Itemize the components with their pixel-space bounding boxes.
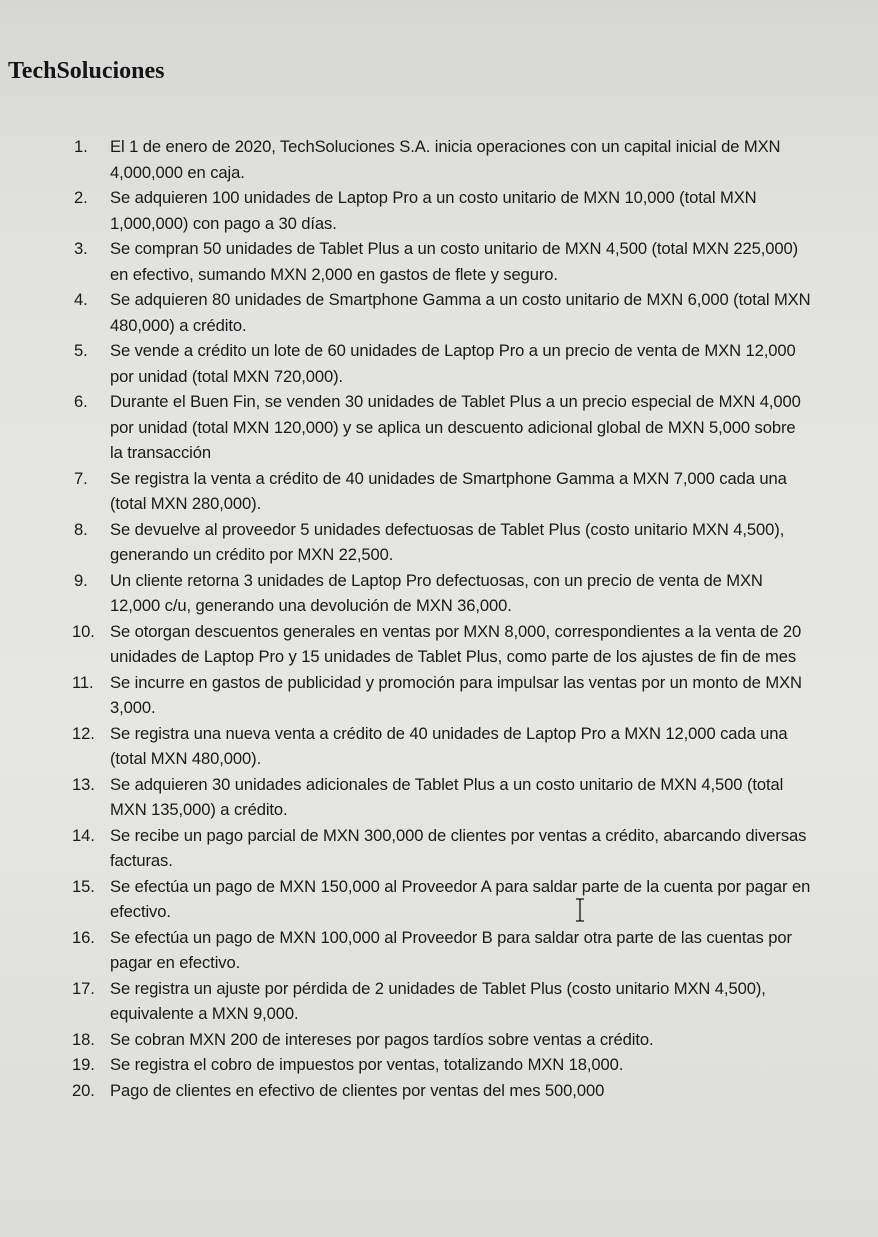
item-text: Se adquieren 30 unidades adicionales de Tablet Plus a un costo unitario de MXN 4,500 (total MXN 135,000) a crédito. <box>110 774 784 819</box>
item-text: Se registra el cobro de impuestos por ventas, totalizando MXN 18,000. <box>110 1055 624 1074</box>
item-text: Se adquieren 80 unidades de Smartphone Gamma a un costo unitario de MXN 6,000 (total MXN 480,000) a crédito. <box>110 290 811 335</box>
item-number: 3. <box>74 239 88 258</box>
item-text: Se incurre en gastos de publicidad y promoción para impulsar las ventas por un monto de MXN 3,000. <box>110 672 802 717</box>
item-number: 15. <box>72 876 95 896</box>
item-number: 12. <box>72 723 95 743</box>
item-number: 19. <box>72 1055 95 1074</box>
list-item <box>72 236 812 287</box>
list-item <box>72 874 812 925</box>
item-text: Se registra un ajuste por pérdida de 2 unidades de Tablet Plus (costo unitario MXN 4,500), equivalente a MXN 9,000. <box>110 978 766 1023</box>
list-item <box>72 670 812 721</box>
item-text: El 1 de enero de 2020, TechSoluciones S.A. inicia operaciones con un capital inicial de MXN 4,000,000 en caja. <box>110 137 781 182</box>
item-number: 16. <box>72 927 95 947</box>
item-number: 14. <box>72 825 95 845</box>
item-text: Se efectúa un pago de MXN 150,000 al Proveedor A para saldar parte de la cuenta por pagar en efectivo. <box>110 876 811 921</box>
item-text: Se registra una nueva venta a crédito de 40 unidades de Laptop Pro a MXN 12,000 cada una (total MXN 480,000). <box>110 723 788 768</box>
item-number: 20. <box>72 1080 95 1100</box>
item-number: 2. <box>74 188 88 207</box>
item-text: Se vende a crédito un lote de 60 unidades de Laptop Pro a un precio de venta de MXN 12,000 por unidad (total MXN 720,000). <box>110 341 796 386</box>
list-item <box>72 925 812 976</box>
list-item <box>72 134 812 185</box>
item-number: 6. <box>74 392 88 411</box>
item-text: Pago de clientes en efectivo de clientes por ventas del mes 500,000 <box>110 1080 605 1100</box>
item-number: 10. <box>72 621 95 641</box>
list-item <box>72 568 812 619</box>
item-number: 18. <box>72 1029 95 1049</box>
transaction-list <box>72 134 812 1103</box>
item-text: Un cliente retorna 3 unidades de Laptop Pro defectuosas, con un precio de venta de MXN 12,000 c/u, generando una devolución de MXN 36,000. <box>110 570 763 615</box>
item-text: Durante el Buen Fin, se venden 30 unidades de Tablet Plus a un precio especial de MXN 4,000 por unidad (total MXN 120,000) y se aplica un descuento adicional global de MXN 5,000 sobre la transacción <box>110 392 801 462</box>
list-item <box>72 772 812 823</box>
item-text: Se recibe un pago parcial de MXN 300,000 de clientes por ventas a crédito, abarcando diversas facturas. <box>110 825 807 870</box>
item-text: Se adquieren 100 unidades de Laptop Pro a un costo unitario de MXN 10,000 (total MXN 1,000,000) con pago a 30 días. <box>110 188 757 233</box>
list-item <box>72 823 812 874</box>
list-item <box>72 1078 812 1104</box>
item-number: 1. <box>74 137 88 156</box>
item-text: Se devuelve al proveedor 5 unidades defectuosas de Tablet Plus (costo unitario MXN 4,500), generando un crédito por MXN 22,500. <box>110 519 785 564</box>
list-item <box>72 1027 812 1053</box>
list-item <box>72 619 812 670</box>
item-number: 8. <box>74 519 88 539</box>
item-number: 9. <box>74 570 88 590</box>
text-cursor-icon <box>574 898 586 922</box>
list-item <box>72 517 812 568</box>
list-item <box>72 185 812 236</box>
item-text: Se cobran MXN 200 de intereses por pagos tardíos sobre ventas a crédito. <box>110 1029 654 1049</box>
item-number: 7. <box>74 468 88 488</box>
list-item <box>72 1052 812 1078</box>
list-item <box>72 466 812 517</box>
list-item <box>72 721 812 772</box>
item-text: Se compran 50 unidades de Tablet Plus a un costo unitario de MXN 4,500 (total MXN 225,000) en efectivo, sumando MXN 2,000 en gastos de flete y seguro. <box>110 239 799 284</box>
item-number: 11. <box>72 672 94 692</box>
item-text: Se registra la venta a crédito de 40 unidades de Smartphone Gamma a MXN 7,000 cada una (total MXN 280,000). <box>110 468 787 513</box>
document-title: TechSoluciones <box>8 58 165 84</box>
item-text: Se efectúa un pago de MXN 100,000 al Proveedor B para saldar otra parte de las cuentas por pagar en efectivo. <box>110 927 792 972</box>
list-item <box>72 287 812 338</box>
list-item <box>72 338 812 389</box>
item-number: 17. <box>72 978 95 998</box>
item-number: 5. <box>74 341 88 360</box>
item-number: 13. <box>72 774 95 794</box>
item-number: 4. <box>74 290 88 309</box>
list-item <box>72 976 812 1027</box>
list-item <box>72 389 812 466</box>
item-text: Se otorgan descuentos generales en ventas por MXN 8,000, correspondientes a la venta de 20 unidades de Laptop Pro y 15 unidades de Tablet Plus, como parte de los ajustes de fin de mes <box>110 621 802 666</box>
